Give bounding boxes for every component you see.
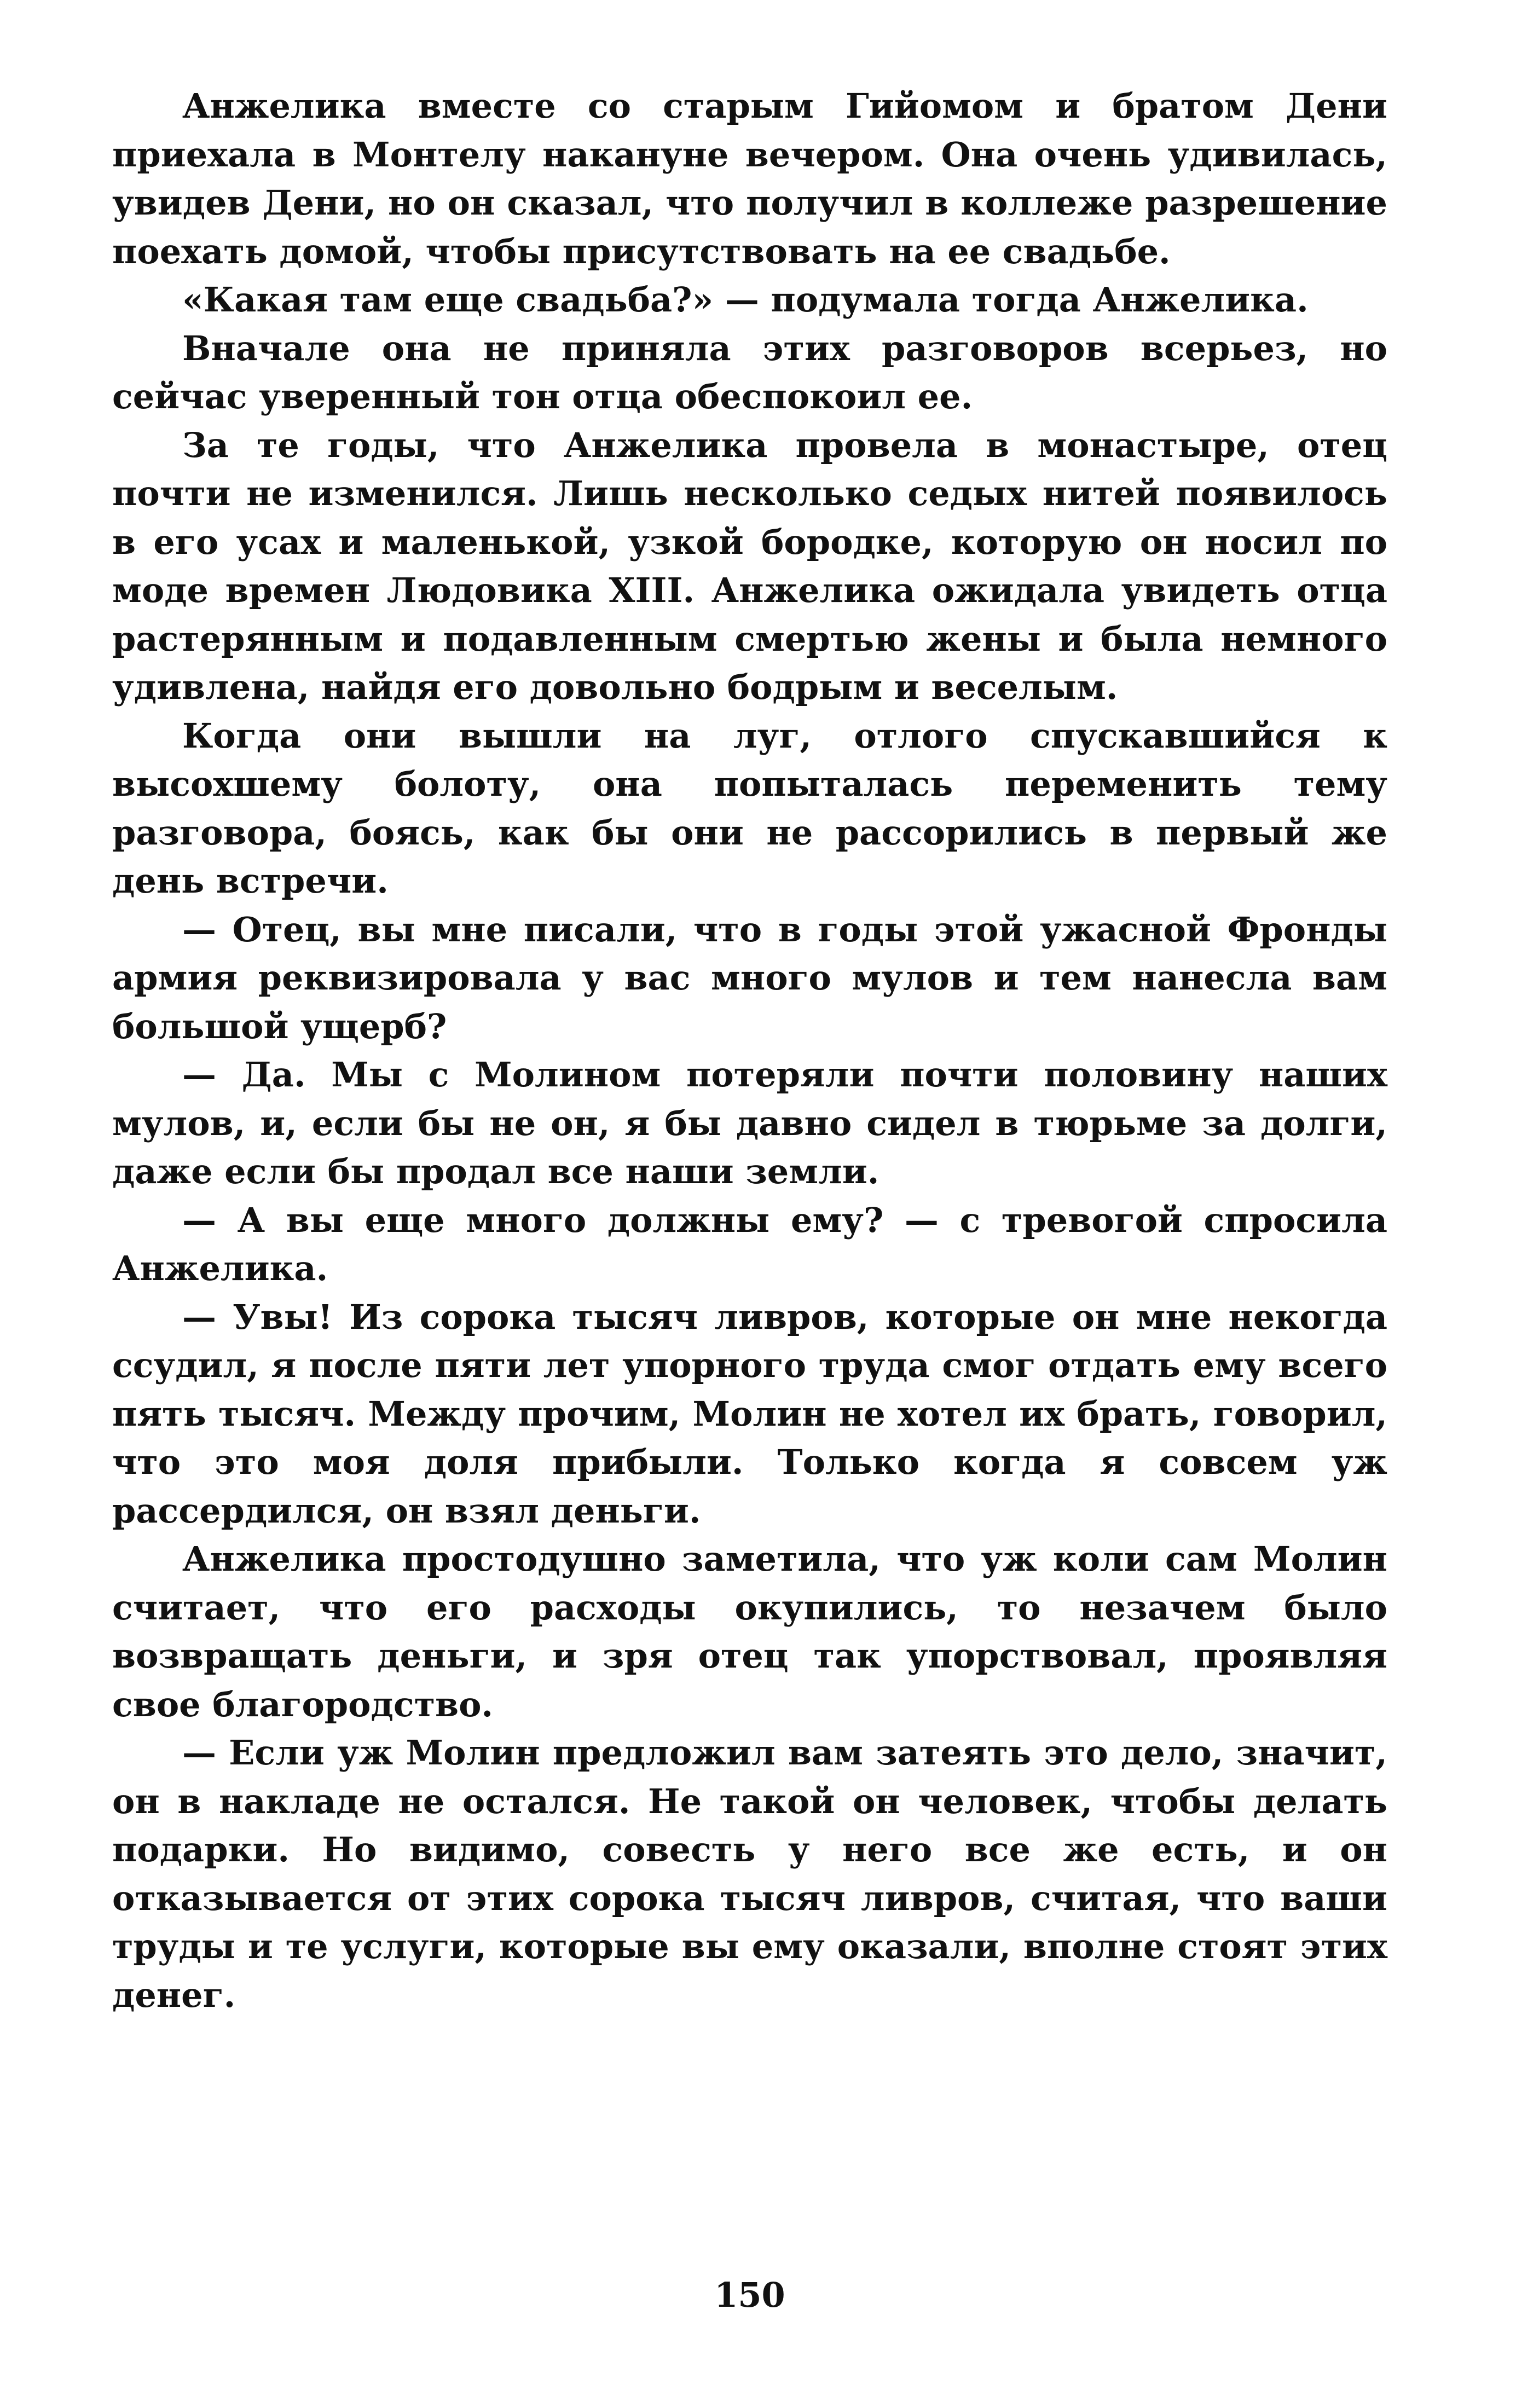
- paragraph-9: — Увы! Из сорока тысяч ливров, которые он мне некогда ссудил, я после пяти лет упорного труда смог отдать ему всего пять тысяч. Между прочим, Молин не хотел их брать, говорил, что это моя доля прибыли. Только когда я совсем уж рассердился, он взял деньги.: [112, 1296, 1387, 1531]
- paragraph-6: — Отец, вы мне писали, что в годы этой ужасной Фронды армия реквизировала у вас много мулов и тем нанесла вам большой ущерб?: [112, 909, 1387, 1046]
- paragraph-4: За те годы, что Анжелика провела в монастыре, отец почти не изменился. Лишь несколько седых нитей появилось в его усах и маленькой, узкой бородке, которую он носил по моде времен Людовика XIII. Анжелика ожидала увидеть отца растерянным и подавленным смертью жены и была немного удивлена, найдя его довольно бодрым и веселым.: [112, 425, 1387, 707]
- paragraph-1: Анжелика вместе со старым Гийомом и братом Дени приехала в Монтелу накануне вечером. Она очень удивилась, увидев Дени, но он сказал, что получил в коллеже разрешение поехать домой, чтобы присутствовать на ее свадьбе.: [112, 86, 1387, 271]
- paragraph-8: — А вы еще много должны ему? — с тревогой спросила Анжелика.: [112, 1200, 1387, 1288]
- paragraph-2: «Какая там еще свадьба?» — подумала тогда Анжелика.: [182, 280, 1309, 320]
- paragraph-10: Анжелика простодушно заметила, что уж коли сам Молин считает, что его расходы окупились, то незачем было возвращать деньги, и зря отец так упорствовал, проявляя свое благородство.: [112, 1539, 1387, 1724]
- paragraph-3: Вначале она не приняла этих разговоров всерьез, но сейчас уверенный тон отца обеспокоил ее.: [112, 328, 1387, 416]
- paragraph-5: Когда они вышли на луг, отлого спускавшийся к высохшему болоту, она попыталась переменить тему разговора, боясь, как бы они не рассорились в первый же день встречи.: [112, 715, 1387, 901]
- paragraph-7: — Да. Мы с Молином потеряли почти половину наших мулов, и, если бы не он, я бы давно сидел в тюрьме за долги, даже если бы продал все наши земли.: [112, 1055, 1387, 1191]
- book-page: [112, 82, 1387, 2353]
- paragraph-11: — Если уж Молин предложил вам затеять это дело, значит, он в накладе не остался. Не такой он человек, чтобы делать подарки. Но видимо, совесть у него все же есть, и он отказывается от этих сорока тысяч ливров, считая, что ваши труды и те услуги, которые вы ему оказали, вполне стоят этих денег.: [112, 1733, 1387, 2015]
- page-number: 150: [714, 2275, 785, 2315]
